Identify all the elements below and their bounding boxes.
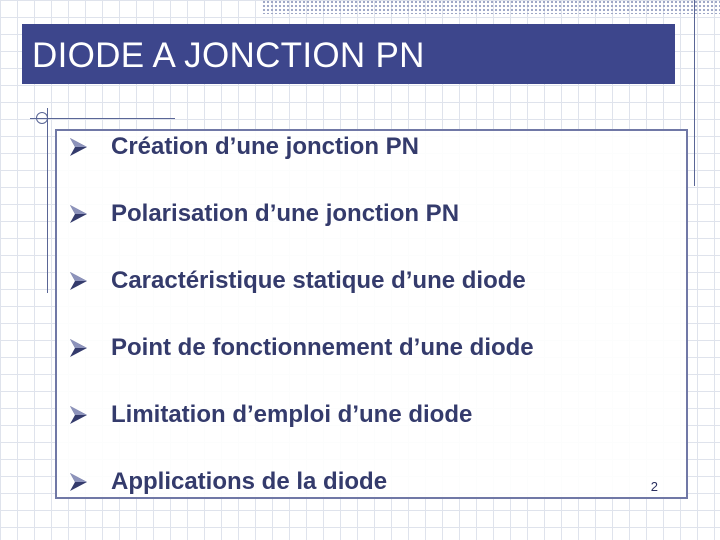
bullet-item-4	[67, 333, 534, 363]
bullet-text: Applications de la diode	[111, 468, 388, 495]
decorative-horizontal-line	[30, 118, 175, 119]
bullet-item-5	[67, 400, 472, 430]
bullet-text: Création d’une jonction PN	[111, 133, 420, 160]
page-number: 2	[650, 479, 658, 494]
arrow-bullet-icon	[67, 270, 89, 292]
title-bar	[22, 24, 675, 84]
bullet-text: Polarisation d’une jonction PN	[111, 200, 460, 227]
decorative-circle-marker	[36, 112, 48, 124]
decorative-vertical-line-right	[694, 0, 695, 186]
arrow-bullet-icon	[67, 471, 89, 493]
arrow-bullet-icon	[67, 136, 89, 158]
bullet-text: Point de fonctionnement d’une diode	[111, 334, 534, 361]
decorative-vertical-line-left	[47, 108, 48, 293]
bullet-text: Limitation d’emploi d’une diode	[111, 401, 473, 428]
slide-title: DIODE A JONCTION PN	[32, 36, 425, 75]
decorative-dot-band	[262, 0, 720, 14]
bullet-item-2	[67, 199, 459, 229]
bullet-item-6	[67, 467, 387, 497]
bullet-text: Caractéristique statique d’une diode	[111, 267, 526, 294]
arrow-bullet-icon	[67, 203, 89, 225]
arrow-bullet-icon	[67, 404, 89, 426]
arrow-bullet-icon	[67, 337, 89, 359]
content-frame	[55, 129, 688, 499]
bullet-item-3	[67, 266, 526, 296]
bullet-item-1	[67, 132, 419, 162]
